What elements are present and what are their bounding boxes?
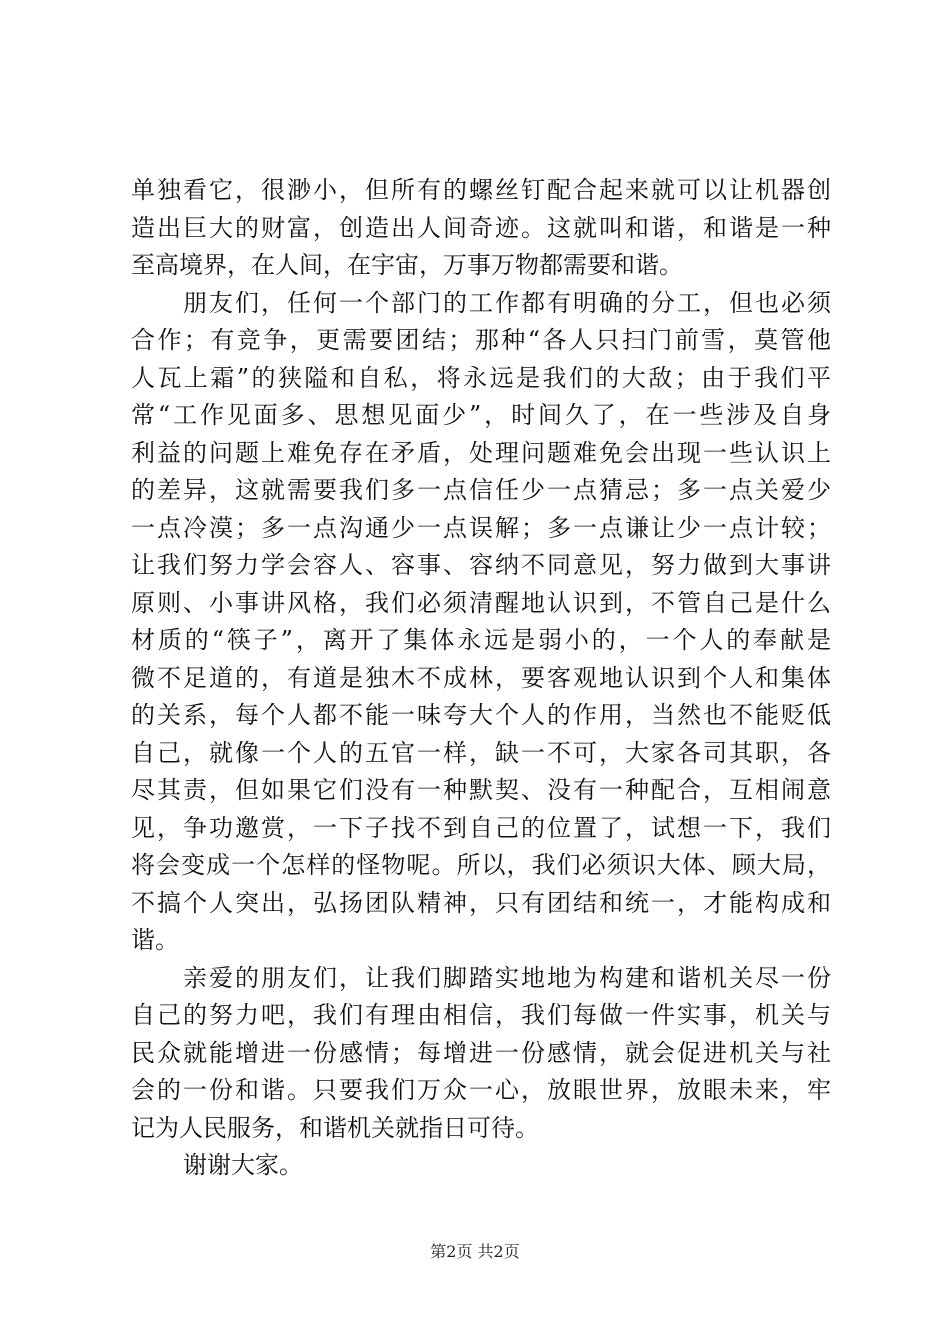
text-line: 合作；有竞争，更需要团结；那种“各人只扫门前雪，莫管他 — [131, 326, 831, 354]
page-number-footer: 第2页 共2页 — [430, 1242, 520, 1261]
text-line: 原则、小事讲风格，我们必须清醒地认识到，不管自己是什么 — [131, 588, 831, 617]
text-line: 材质的“筷子”，离开了集体永远是弱小的，一个人的奉献是 — [131, 626, 831, 654]
text-line: 记为人民服务，和谐机关就指日可待。 — [131, 1113, 539, 1142]
text-line: 让我们努力学会容人、容事、容纳不同意见，努力做到大事讲 — [131, 551, 831, 579]
document-body — [131, 172, 831, 1185]
paragraph-first-line: 谢谢大家。 — [183, 1151, 303, 1179]
text-line: 微不足道的，有道是独木不成林，要客观地认识到个人和集体 — [131, 663, 831, 692]
text-line: 不搞个人突出，弘扬团队精神，只有团结和统一，才能构成和 — [131, 888, 831, 917]
text-line: 谐。 — [131, 926, 179, 954]
text-line: 一点冷漠；多一点沟通少一点误解；多一点谦让少一点计较； — [131, 513, 831, 542]
text-line: 会的一份和谐。只要我们万众一心，放眼世界，放眼未来，牢 — [131, 1076, 831, 1104]
text-line: 造出巨大的财富，创造出人间奇迹。这就叫和谐，和谐是一种 — [131, 213, 831, 242]
text-line: 利益的问题上难免存在矛盾，处理问题难免会出现一些认识上 — [131, 438, 831, 467]
text-line: 单独看它，很渺小，但所有的螺丝钉配合起来就可以让机器创 — [131, 176, 831, 204]
text-line: 见，争功邀赏，一下子找不到自己的位置了，试想一下，我们 — [131, 813, 831, 842]
text-line: 尽其责，但如果它们没有一种默契、没有一种配合，互相闹意 — [131, 776, 831, 804]
text-line: 将会变成一个怎样的怪物呢。所以，我们必须识大体、顾大局， — [131, 851, 831, 879]
text-line: 自己，就像一个人的五官一样，缺一不可，大家各司其职，各 — [131, 738, 831, 767]
paragraph-first-line: 朋友们，任何一个部门的工作都有明确的分工，但也必须 — [183, 288, 831, 317]
paragraph-first-line: 亲爱的朋友们，让我们脚踏实地地为构建和谐机关尽一份 — [183, 963, 831, 992]
text-line: 的差异，这就需要我们多一点信任少一点猜忌；多一点关爱少 — [131, 476, 831, 504]
text-line: 的关系，每个人都不能一味夸大个人的作用，当然也不能贬低 — [131, 701, 831, 729]
text-line: 人瓦上霜”的狭隘和自私，将永远是我们的大敌；由于我们平 — [131, 363, 831, 392]
text-line: 自己的努力吧，我们有理由相信，我们每做一件实事，机关与 — [131, 1001, 831, 1029]
text-line: 常“工作见面多、思想见面少”，时间久了，在一些涉及自身 — [131, 401, 831, 429]
text-line: 至高境界，在人间，在宇宙，万事万物都需要和谐。 — [131, 251, 683, 279]
text-line: 民众就能增进一份感情；每增进一份感情，就会促进机关与社 — [131, 1038, 831, 1067]
